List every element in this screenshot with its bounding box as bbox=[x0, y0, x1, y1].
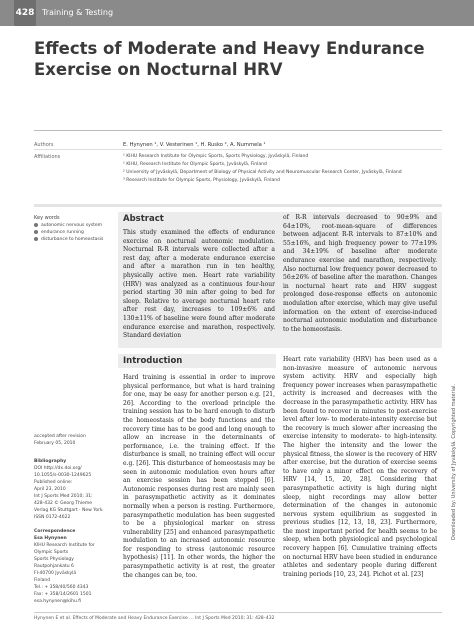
affiliation-list bbox=[123, 153, 402, 185]
bibliography-line: April 23, 2010 bbox=[34, 487, 66, 492]
accepted-label: accepted after revision bbox=[34, 434, 86, 439]
correspondence-line: Sports Physiology bbox=[34, 557, 74, 562]
accepted-date: February 05, 2010 bbox=[34, 441, 76, 446]
introduction-heading: Introduction bbox=[123, 356, 183, 366]
affiliation-item: ² University of Jyväskylä, Department of Biology of Physical Activity and Neuromuscular Research Center, Jyväskylä, Finland bbox=[123, 170, 402, 175]
keywords-list bbox=[34, 222, 103, 243]
bibliography-line: 10.1055/s-0030-1249625 bbox=[34, 473, 92, 478]
download-stamp-text: Downloaded by: University of Jyväskylä. Copyrighted material. bbox=[451, 383, 457, 540]
correspondence-block bbox=[34, 528, 95, 605]
authors-label: Authors bbox=[34, 142, 54, 148]
bibliography-title: Bibliography bbox=[34, 459, 67, 464]
abstract-column-right: of R-R intervals decreased to 90±9% and 64±10%, root-mean-square of differences between adjacent R-R intervals to 87±10% and 55±16%, and high frequency power to 77±19% and 34±19% of baseline after moderate endurance exercise and marathon, respectively. Also nocturnal low frequency power decreased to 56±26% of baseline after the marathon. Changes in nocturnal heart rate and HRV suggest prolonged dose-response effects on autonomic modulation after exercise, which may give useful information on the extent of exercise-induced nocturnal autonomic modulation and disturbance to the homeostasis. bbox=[283, 214, 437, 333]
correspondence-line: Finland bbox=[34, 578, 51, 583]
affiliation-item: ³ Research Institute for Olympic Sports, Physiology, Jyväskylä, Finland bbox=[123, 178, 280, 183]
keyword-item: endurance running bbox=[34, 229, 103, 236]
bullet-icon bbox=[34, 230, 38, 234]
author-list: E. Hynynen ¹, V. Vesterinen ¹, H. Rusko ², A. Nummela ¹ bbox=[123, 142, 266, 148]
correspondence-line: KIHU Research Institute for bbox=[34, 543, 95, 548]
correspondence-line: FI-40700 Jyväskylä bbox=[34, 571, 77, 576]
authors-divider bbox=[34, 149, 442, 150]
correspondence-line: Tel.: + 358/40/560 4343 bbox=[34, 585, 89, 590]
affiliation-item: ¹ KIHU Research Institute for Olympic Sports, Sports Physiology, Jyväskylä, Finland bbox=[123, 154, 309, 159]
affiliations-label: Affiliations bbox=[34, 154, 61, 160]
introduction-column-right: Heart rate variability (HRV) has been used as a non-invasive measure of autonomic nervous system activity. HRV and especially high frequency power increases when parasympathetic activity is increased and decreases with the decrease in the parasympathetic activity. HRV has been found to recover in minutes to post-exercise level after low- to moderate-intensity exercise but the recovery is much slower after increasing the exercise intensity to moderate- to high-intensity. The higher the intensity and the lower the physical fitness, the slower is the recovery of HRV after exercise, but the duration of exercise seems to have only a minor effect on the recovery of HRV [14, 15, 20, 28]. Considering that parasympathetic activity is high during night sleep, night recordings may allow better determination of the changes in autonomic nervous system equilibrium as suggested in previous studies [12, 13, 18, 23]. Furthermore, the most important period for health seems to be sleep, when both physiological and psychological recovery happen [6]. Cumulative training effects on nocturnal HRV have been studied in endurance athletes and sedentary people during different training periods [10, 23, 24]. Pichot et al. [23] bbox=[283, 356, 437, 578]
bullet-icon bbox=[34, 223, 38, 227]
keywords-title: Key words bbox=[34, 215, 60, 221]
keyword-item: disturbance to homeostasis bbox=[34, 236, 103, 243]
correspondence-line: Fax: + 358/14/2601 1501 bbox=[34, 592, 92, 597]
footer-divider bbox=[34, 612, 442, 613]
footer-citation: Hynynen E et al. Effects of Moderate and Heavy Endurance Exercise … Int J Sports Med 2010; 31: 428–432 bbox=[34, 616, 275, 621]
section-label: Training & Testing bbox=[42, 8, 114, 17]
correspondence-email[interactable]: esa.hynynen@kihu.fi bbox=[34, 599, 82, 604]
correspondence-line: Olympic Sports bbox=[34, 550, 69, 555]
abstract-column-left: This study examined the effects of endurance exercise on nocturnal autonomic modulation. Nocturnal R-R intervals were collected after a rest day, after a moderate endurance exercise and after a marathon run in ten healthy, physically active men. Heart rate variability (HRV) was analyzed as a continuous four-hour period starting 30 min after going to bed for sleep. Relative to average nocturnal heart rate after rest day, increases to 109±6% and 130±11% of baseline were found after moderate endurance exercise and marathon, respectively. Standard deviation bbox=[123, 229, 275, 340]
bibliography-line: ISSN 0172-4622 bbox=[34, 515, 71, 520]
affiliation-item: ¹ KIHU, Research Institute for Olympic Sports, Jyväskylä, Finland bbox=[123, 162, 267, 167]
article-title: Effects of Moderate and Heavy Endurance Exercise on Nocturnal HRV bbox=[34, 39, 425, 79]
correspondence-title: Correspondence bbox=[34, 529, 76, 534]
bibliography-line: Int J Sports Med 2010; 31: bbox=[34, 494, 93, 499]
accepted-info bbox=[34, 433, 86, 447]
bibliography-line: Verlag KG Stuttgart · New York bbox=[34, 508, 103, 513]
introduction-column-left: Hard training is essential in order to improve physical performance, but what is hard training for one, may be easy for another person e.g. [21, 26]. According to the overload principle the training session has to be hard enough to disturb the homeostasis of the body functions and the recovery time has to be good and long enough to allow an increase in the determinants of performance, i.e. the training effect. If the disturbance is small, no training effect will occur e.g. [26]. This disturbance of homeostasis may be seen in autonomic modulation even hours after an exercise session has been stopped [6]. Autonomic responses during rest are mainly seen in parasympathetic activity as it dominates normally when a person is resting. Furthermore, parasympathetic modulation has been suggested to be a physiological marker on stress vulnerability [25] and enhanced parasympathetic modulation to an increased autonomic resource for responding to stress (autonomic resource hypothesis) [11]. In other words, the higher the parasympathetic activity is at rest, the greater the changes can be, too. bbox=[123, 374, 275, 579]
bibliography-line[interactable]: DOI http://dx.doi.org/ bbox=[34, 466, 82, 471]
bibliography-block bbox=[34, 458, 103, 521]
title-divider bbox=[34, 130, 442, 131]
correspondence-name: Esa Hynynen bbox=[34, 536, 67, 541]
bibliography-line: Published online: bbox=[34, 480, 73, 485]
correspondence-line: Rautpohjankatu 6 bbox=[34, 564, 74, 569]
bibliography-line: 428-432 © Georg Thieme bbox=[34, 501, 93, 506]
abstract-heading: Abstract bbox=[123, 214, 164, 224]
running-header bbox=[0, 0, 474, 26]
header-band bbox=[34, 204, 442, 207]
page-number: 428 bbox=[14, 0, 36, 26]
bullet-icon bbox=[34, 237, 38, 241]
download-stamp bbox=[451, 220, 461, 540]
keyword-item: autonomic nervous system bbox=[34, 222, 103, 229]
